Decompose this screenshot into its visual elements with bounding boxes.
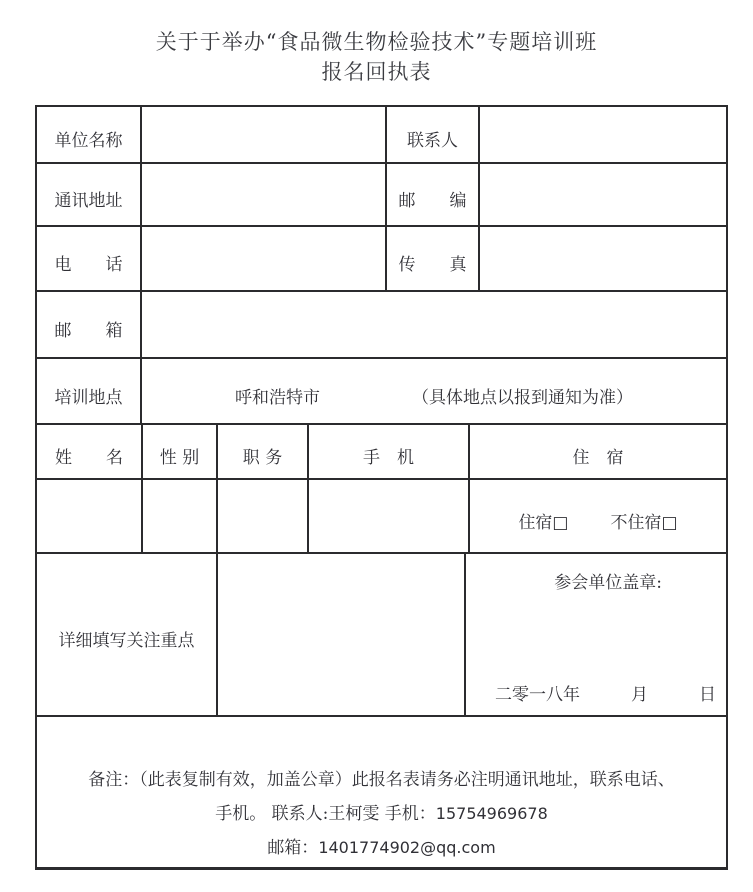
attendee-mobile-header: 手 机 [307, 425, 468, 478]
attendee-name-header: 姓 名 [55, 448, 123, 468]
phone-input-cell [140, 227, 385, 290]
attendee-gender-cell [141, 480, 216, 552]
contact-label: 联系人 [385, 107, 478, 162]
title-line2: 报名回执表 [321, 60, 432, 84]
location-city: 呼和浩特市 [235, 387, 320, 408]
attendee-mobile-cell [307, 480, 468, 552]
row-focus-stamp [37, 552, 726, 715]
row-attendee-entry [37, 478, 726, 552]
address-input-cell [140, 164, 385, 225]
attendee-job-header: 职 务 [216, 425, 307, 478]
remark-line1: 备注：（此表复制有效，加盖公章）此报名表请务必注明通讯地址，联系电话、 [88, 770, 675, 790]
address-label: 通讯地址 [54, 191, 123, 211]
lodging-option-no: 不住宿□ [610, 512, 678, 533]
unit-name-input-cell [140, 107, 385, 162]
attendee-lodging-header: 住 宿 [468, 425, 726, 478]
title-line1: 关于于举办“食品微生物检验技术”专题培训班 [155, 30, 598, 54]
attendee-name-cell [37, 480, 141, 552]
stamp-cell [464, 554, 726, 715]
phone-label: 电 话 [54, 255, 123, 275]
row-email [37, 290, 726, 357]
registration-table [35, 105, 728, 870]
remark-cell [37, 717, 726, 867]
attendee-gender-header: 性 别 [141, 425, 216, 478]
location-note: （具体地点以报到通知为准） [412, 387, 633, 408]
stamp-label: 参会单位盖章: [554, 573, 662, 593]
contact-email: 1401774902@qq.com [318, 838, 496, 857]
attendee-lodging-cell [468, 480, 726, 552]
remark-line3-text: 邮箱： [267, 838, 319, 858]
email-label: 邮 箱 [54, 321, 123, 341]
attendee-job-cell [216, 480, 307, 552]
location-value-cell [140, 359, 726, 423]
unit-name-label: 单位名称 [54, 131, 123, 151]
contact-phone-number: 15754969678 [435, 804, 548, 823]
focus-label: 详细填写关注重点 [58, 631, 195, 651]
postcode-label: 邮 编 [385, 164, 478, 225]
fax-input-cell [478, 227, 726, 290]
remark-line2-text: 手机。 联系人:王柯雯 手机： [215, 804, 436, 824]
contact-input-cell [478, 107, 726, 162]
focus-input-cell [216, 554, 464, 715]
page-title [0, 27, 753, 87]
row-phone [37, 225, 726, 290]
row-address [37, 162, 726, 225]
remark-line2 [37, 797, 726, 831]
row-location [37, 357, 726, 423]
date-line: 二零一八年 月 日 [495, 685, 716, 705]
fax-label: 传 真 [385, 227, 478, 290]
lodging-option-yes: 住宿□ [518, 512, 569, 533]
remark-line3 [37, 831, 726, 865]
postcode-input-cell [478, 164, 726, 225]
location-label: 培训地点 [54, 387, 123, 408]
row-remark [37, 715, 726, 867]
row-attendee-headers [37, 423, 726, 478]
row-unit-name [37, 107, 726, 162]
email-input-cell [140, 292, 726, 357]
